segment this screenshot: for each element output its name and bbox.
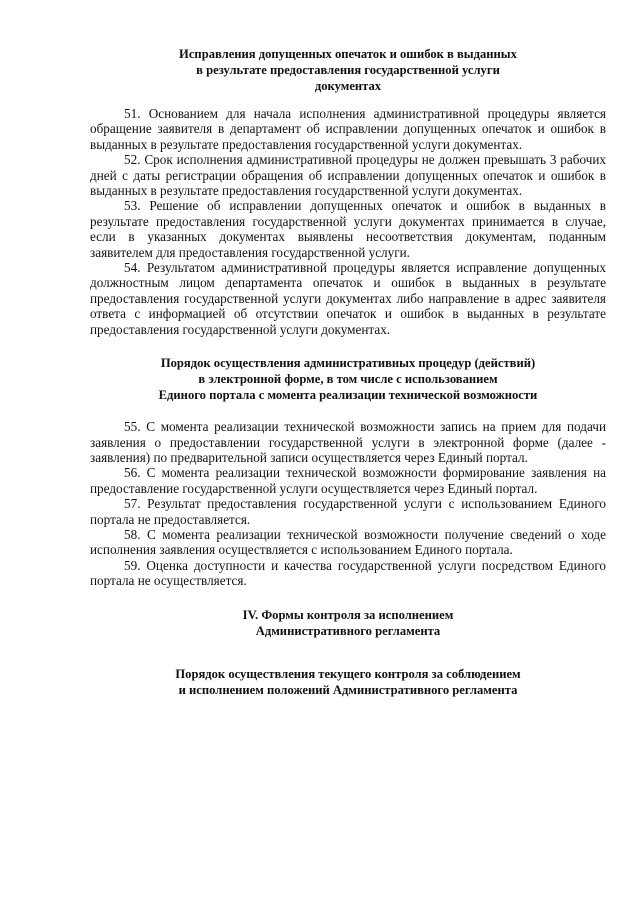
heading-line: Порядок осуществления текущего контроля за соблюдением [175, 666, 521, 681]
heading-line: Исправления допущенных опечаток и ошибок в выданных [179, 47, 517, 61]
paragraph-55: 55. С момента реализации технической возможности запись на прием для подачи заявления о предоставлении государственной услуги в электронной форме (далее - заявления) по предварительной записи осуществляется через Единый портал. [90, 419, 606, 465]
paragraph-52: 52. Срок исполнения административной процедуры не должен превышать 3 рабочих дней с даты регистрации обращения об исправлении допущенных опечаток и ошибок в выданных в результате предоставления государственной услуги документах. [90, 152, 606, 199]
chapter-heading-control-forms [90, 607, 606, 639]
paragraph-54: 54. Результатом административной процедуры является исправление допущенных должностным лицом департамента опечаток и ошибок в выданных в результате предоставления государственной услуги документах либо направление в адрес заявителя ответа с информацией об отсутствии опечаток и ошибок в выданных в результате предоставления государственной услуги документах. [90, 260, 606, 337]
paragraph-59: 59. Оценка доступности и качества государственной услуги посредством Единого портала не осуществляется. [90, 557, 606, 589]
heading-line: IV. Формы контроля за исполнением [242, 607, 454, 622]
heading-line: Единого портала с момента реализации технической возможности [158, 388, 538, 403]
heading-line: в результате предоставления государственной услуги [196, 63, 500, 77]
paragraph-58: 58. С момента реализации технической возможности получение сведений о ходе исполнения заявления осуществляется с использованием Единого портала. [90, 526, 606, 558]
paragraph-57: 57. Результат предоставления государственной услуги с использованием Единого портала не предоставляется. [90, 496, 606, 527]
section-heading-electronic-procedures [90, 355, 606, 403]
paragraph-53: 53. Решение об исправлении допущенных опечаток и ошибок в выданных в результате предоставления государственной услуги документах принимается в случае, если в указанных документах выявлены несоответствия документам, поданным заявителем для предоставления государственной услуги. [90, 198, 606, 260]
heading-line: в электронной форме, в том числе с использованием [198, 372, 498, 387]
section-heading-current-control [90, 666, 606, 698]
heading-line: и исполнением положений Административного регламента [178, 682, 518, 697]
paragraph-56: 56. С момента реализации технической возможности формирование заявления на предоставление государственной услуги осуществляется через Единый портал. [90, 465, 606, 496]
heading-line: Административного регламента [255, 623, 441, 638]
heading-line: Порядок осуществления административных процедур (действий) [160, 356, 536, 371]
section-heading-corrections [90, 46, 606, 94]
heading-line: документах [314, 79, 382, 93]
paragraph-51: 51. Основанием для начала исполнения административной процедуры является обращение заявителя в департамент об исправлении допущенных опечаток и ошибок в выданных в результате предоставления государственной услуги документах. [90, 106, 606, 152]
